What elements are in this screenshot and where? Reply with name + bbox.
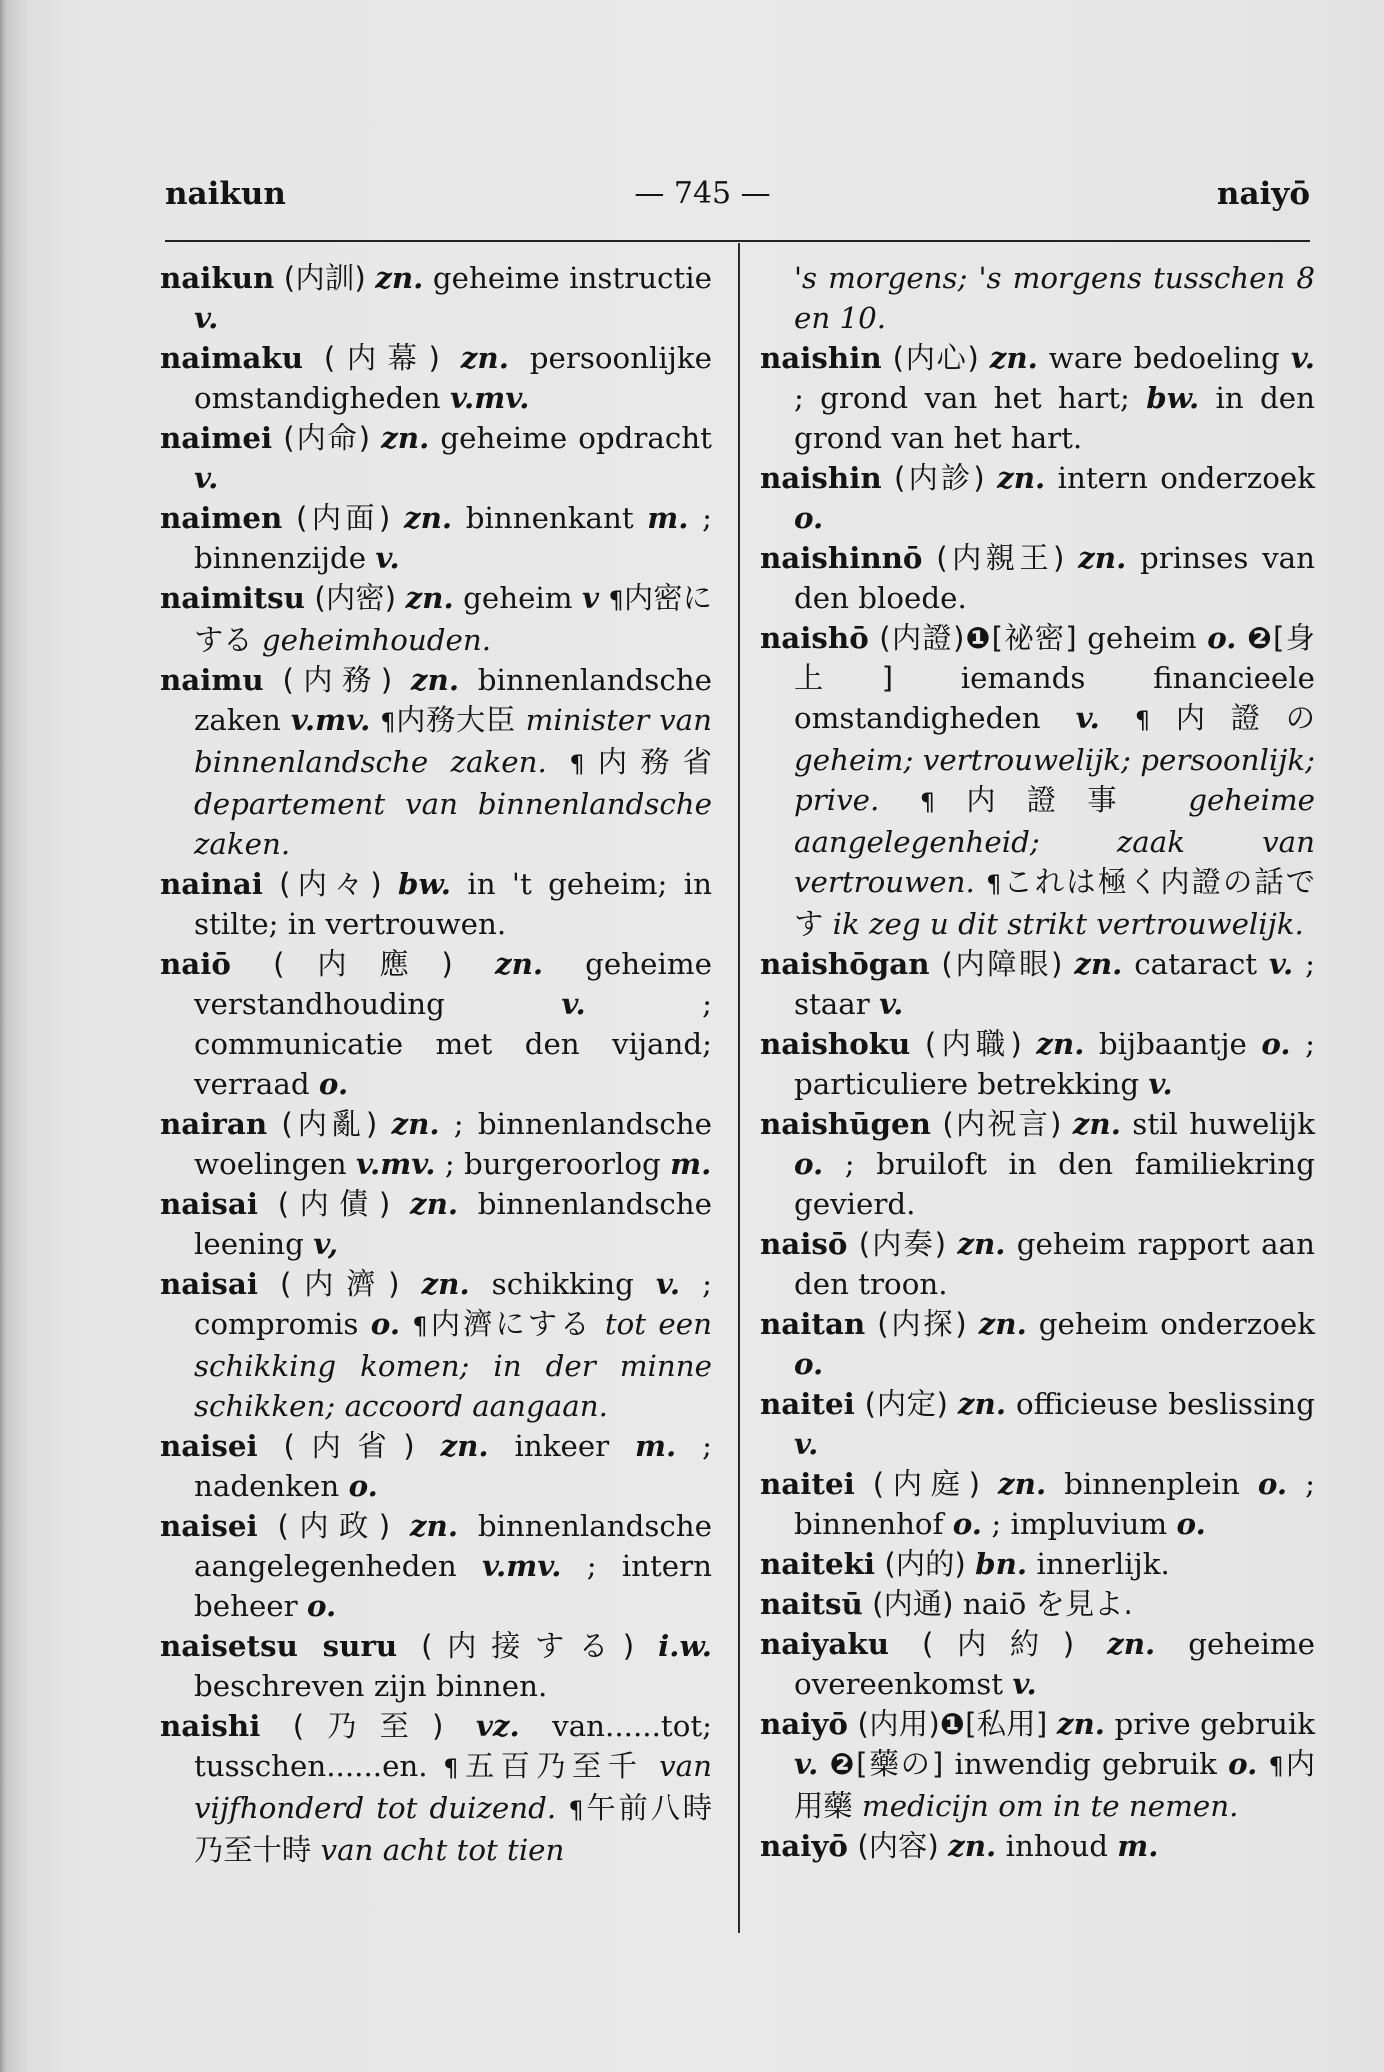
example-japanese: 午前八時乃至十時	[194, 1791, 712, 1867]
headword: naishin	[760, 460, 882, 495]
dictionary-entry	[760, 1584, 1315, 1624]
definition: ; intern beheer	[194, 1549, 712, 1623]
part-of-speech: v,	[313, 1226, 339, 1261]
headword: naishoku	[760, 1026, 911, 1061]
definition: ; grond van het hart;	[794, 381, 1130, 415]
kanji-form: (内務)	[282, 663, 393, 697]
part-of-speech: v.mv.	[449, 380, 530, 415]
part-of-speech: zn.	[997, 460, 1046, 495]
running-header	[165, 172, 1310, 222]
sense-gloss: [身上]	[794, 621, 1315, 695]
part-of-speech: zn.	[989, 340, 1038, 375]
headword: naisetsu suru	[160, 1628, 398, 1663]
definition: geheime opdracht	[440, 421, 712, 455]
definition: in 't geheim; in stilte; in vertrouwen.	[194, 867, 712, 941]
kanji-form: (内探)	[877, 1307, 967, 1341]
part-of-speech: zn.	[948, 1828, 997, 1863]
example-mark: ¶	[443, 1754, 459, 1782]
kanji-form: (内省)	[283, 1429, 415, 1463]
part-of-speech: v.	[375, 540, 400, 575]
dictionary-entry	[760, 458, 1315, 538]
definition: schikking	[491, 1267, 634, 1301]
definition: prinses van den bloede.	[794, 541, 1315, 615]
headword: naishōgan	[760, 946, 930, 981]
headword: naiteki	[760, 1546, 876, 1581]
definition: binnenlandsche aangelegenheden	[194, 1509, 712, 1583]
definition: prive gebruik	[1114, 1707, 1315, 1741]
example-mark: ¶	[568, 1796, 584, 1824]
part-of-speech: m.	[1117, 1828, 1159, 1863]
example-translation: geheimhouden.	[261, 623, 492, 657]
kanji-form: (内的)	[884, 1547, 966, 1581]
part-of-speech: o.	[306, 1588, 337, 1623]
definition: geheime verstandhouding	[194, 947, 712, 1021]
kanji-form: (乃至)	[292, 1709, 444, 1743]
part-of-speech: v.	[1290, 340, 1315, 375]
kanji-form: (内命)	[283, 421, 371, 455]
part-of-speech: o.	[370, 1306, 401, 1341]
kanji-form: (内接する)	[421, 1629, 635, 1663]
dictionary-entry	[160, 660, 712, 864]
headword: naiyō	[760, 1706, 848, 1741]
definition: geheim rapport aan den troon.	[794, 1227, 1315, 1301]
dictionary-entry	[160, 1104, 712, 1184]
headword: naitan	[760, 1306, 866, 1341]
dictionary-entry	[760, 1384, 1315, 1464]
example-translation: geheim; vertrouwelijk; persoonlijk; prive.	[794, 743, 1315, 817]
sense-gloss: [藥の]	[856, 1747, 944, 1781]
headword: naitsū	[760, 1586, 863, 1621]
kanji-form: (内奏)	[858, 1227, 947, 1261]
definition: cataract	[1134, 947, 1258, 981]
part-of-speech: zn.	[1078, 540, 1127, 575]
example-japanese: これは極く内證の話です	[794, 865, 1315, 941]
definition: stil huwelijk	[1132, 1107, 1315, 1141]
definition: ; bruiloft in den familiekring gevierd.	[794, 1147, 1315, 1221]
kanji-form: (内約)	[921, 1627, 1075, 1661]
dictionary-entry	[760, 1544, 1315, 1584]
definition: inhoud	[1005, 1829, 1108, 1863]
part-of-speech: zn.	[405, 580, 454, 615]
headword: naisō	[760, 1226, 848, 1261]
definition: intern onderzoek	[1057, 461, 1315, 495]
definition: ; burgeroorlog	[444, 1147, 661, 1181]
headword: naimei	[160, 420, 273, 455]
headword: naisai	[160, 1266, 259, 1301]
dictionary-entry	[160, 258, 712, 338]
example-japanese: 内濟にする	[427, 1307, 593, 1341]
part-of-speech: zn.	[381, 420, 430, 455]
sense-number: ❷	[1246, 621, 1274, 655]
headword: nainai	[160, 866, 263, 901]
sense-number: ❶	[964, 621, 992, 655]
headword: naiō	[160, 946, 231, 981]
dictionary-entry	[760, 1704, 1315, 1826]
dictionary-entry	[760, 944, 1315, 1024]
kanji-form: (内親王)	[936, 541, 1065, 575]
definition: iemands financieele omstandigheden	[794, 661, 1315, 735]
example-translation: geheime aangelegenheid; zaak van vertrouwen.	[794, 783, 1315, 899]
example-mark: ¶	[1134, 706, 1151, 734]
example-mark: ¶	[1268, 1752, 1284, 1780]
part-of-speech: zn.	[403, 500, 453, 535]
part-of-speech: v.mv.	[355, 1146, 436, 1181]
definition: ware bedoeling	[1048, 341, 1280, 375]
dictionary-entry	[760, 618, 1315, 944]
definition: ; communicatie met den vijand; verraad	[194, 987, 712, 1101]
dictionary-entry	[160, 418, 712, 498]
definition: in den grond van het hart.	[794, 381, 1315, 455]
part-of-speech: v.	[561, 986, 586, 1021]
definition: ; binnenzijde	[194, 501, 712, 575]
part-of-speech: bw.	[398, 866, 452, 901]
headword: naishō	[760, 620, 869, 655]
dictionary-entry	[160, 338, 712, 418]
part-of-speech: zn.	[1072, 1106, 1121, 1141]
example-japanese: 内證の	[1150, 701, 1315, 735]
dictionary-entry	[760, 1304, 1315, 1384]
kanji-form: (内心)	[892, 341, 979, 375]
dictionary-entry	[160, 944, 712, 1104]
dictionary-entry	[160, 1706, 712, 1870]
kanji-form: (内應)	[273, 947, 453, 981]
kanji-form: (内訓)	[283, 261, 366, 295]
part-of-speech: o.	[794, 1346, 824, 1381]
definition: officieuse beslissing	[1015, 1387, 1315, 1421]
kanji-form: (内政)	[277, 1509, 391, 1543]
part-of-speech: zn.	[460, 340, 509, 375]
dictionary-entry	[760, 1464, 1315, 1544]
part-of-speech: zn.	[409, 1508, 459, 1543]
headword: naimitsu	[160, 580, 305, 615]
column-divider	[738, 243, 740, 1933]
part-of-speech: o.	[1176, 1506, 1206, 1541]
part-of-speech: v	[582, 580, 600, 615]
part-of-speech: o.	[1261, 1026, 1291, 1061]
dictionary-entry	[760, 1104, 1315, 1224]
kanji-form: (内亂)	[281, 1107, 378, 1141]
page-number: — 745 —	[634, 176, 771, 211]
part-of-speech: zn.	[1036, 1026, 1085, 1061]
part-of-speech: zn.	[494, 946, 544, 981]
dictionary-entry	[160, 498, 712, 578]
part-of-speech: o.	[1257, 1466, 1288, 1501]
example-mark: ¶	[380, 708, 396, 736]
part-of-speech: v.	[879, 986, 904, 1021]
example-mark: ¶	[608, 586, 624, 614]
example-japanese: 内密にする	[194, 581, 712, 657]
part-of-speech: o.	[794, 500, 824, 535]
definition: geheim	[1087, 621, 1197, 655]
headword: naisai	[160, 1186, 259, 1221]
headword: naishinnō	[760, 540, 923, 575]
part-of-speech: zn.	[410, 662, 460, 697]
definition: binnenlandsche zaken	[194, 663, 712, 737]
definition: innerlijk.	[1036, 1547, 1170, 1581]
headword: naimaku	[160, 340, 303, 375]
definition: ; binnenlandsche woelingen	[194, 1107, 712, 1181]
kanji-form: (内債)	[277, 1187, 391, 1221]
part-of-speech: zn.	[1074, 946, 1123, 981]
definition: ; compromis	[194, 1267, 712, 1341]
example-japanese: 内證事	[935, 783, 1148, 817]
kanji-form: (内々)	[279, 867, 382, 901]
example-japanese: を見よ.	[1035, 1587, 1133, 1621]
dictionary-entry	[760, 1024, 1315, 1104]
part-of-speech: zn.	[375, 260, 424, 295]
part-of-speech: v.mv.	[481, 1548, 562, 1583]
example-mark: ¶	[412, 1312, 428, 1340]
part-of-speech: o.	[952, 1506, 982, 1541]
part-of-speech: zn.	[957, 1226, 1006, 1261]
dictionary-entry	[160, 1426, 712, 1506]
part-of-speech: v.	[194, 460, 219, 495]
part-of-speech: m.	[647, 500, 689, 535]
definition: bijbaantje	[1098, 1027, 1247, 1061]
example-translation: tot een schikking komen; in der minne schikken; accoord aangaan.	[194, 1307, 712, 1423]
definition: geheim	[463, 581, 573, 615]
part-of-speech: i.w.	[658, 1628, 712, 1663]
part-of-speech: zn.	[421, 1266, 470, 1301]
headword: naishin	[760, 340, 882, 375]
part-of-speech: zn.	[1056, 1706, 1105, 1741]
header-rule	[165, 240, 1310, 242]
example-japanese: 内用藥	[794, 1747, 1315, 1823]
part-of-speech: bn.	[975, 1546, 1028, 1581]
left-column	[160, 258, 712, 1870]
dictionary-entry	[160, 1506, 712, 1626]
dictionary-entry	[760, 538, 1315, 618]
definition: inwendig gebruik	[954, 1747, 1217, 1781]
part-of-speech: m.	[635, 1428, 677, 1463]
example-translation: medicijn om in te nemen.	[861, 1789, 1239, 1823]
dictionary-entry	[760, 1224, 1315, 1304]
definition: ; staar	[794, 947, 1315, 1021]
part-of-speech: o.	[348, 1468, 378, 1503]
header-first-headword: naikun	[165, 176, 286, 212]
part-of-speech: v.	[1268, 946, 1294, 981]
part-of-speech: v.	[1075, 700, 1100, 735]
part-of-speech: v.mv.	[290, 702, 371, 737]
part-of-speech: zn.	[440, 1428, 489, 1463]
example-japanese: 内務省	[584, 745, 712, 779]
example-translation: departement van binnenlandsche zaken.	[194, 787, 712, 861]
part-of-speech: v.	[794, 1746, 819, 1781]
definition: persoonlijke omstandigheden	[194, 341, 712, 415]
kanji-form: (内通)	[872, 1587, 954, 1621]
dictionary-entry	[160, 578, 712, 660]
headword: naitei	[760, 1466, 855, 1501]
definition: inkeer	[514, 1429, 610, 1463]
kanji-form: (内障眼)	[941, 947, 1063, 981]
kanji-form: (内庭)	[872, 1467, 981, 1501]
definition: van......tot; tusschen......en.	[194, 1709, 712, 1783]
headword: nairan	[160, 1106, 268, 1141]
definition: geheim onderzoek	[1038, 1307, 1315, 1341]
example-translation: minister van binnenlandsche zaken.	[194, 703, 712, 779]
right-column	[760, 258, 1315, 1866]
part-of-speech: vz.	[475, 1708, 520, 1743]
sense-gloss: [私用]	[965, 1707, 1048, 1741]
continued-text: 's morgens; 's morgens tusschen 8 en 10.	[794, 261, 1315, 335]
header-last-headword: naiyō	[1216, 176, 1310, 212]
part-of-speech: o.	[794, 1146, 824, 1181]
example-mark: ¶	[569, 750, 585, 778]
part-of-speech: o.	[1228, 1746, 1258, 1781]
example-japanese: 五百乃至千	[458, 1749, 644, 1783]
dictionary-entry	[760, 258, 1315, 338]
part-of-speech: v.	[1148, 1066, 1173, 1101]
example-mark: ¶	[919, 788, 936, 816]
part-of-speech: zn.	[957, 1386, 1007, 1421]
headword: naimu	[160, 662, 264, 697]
part-of-speech: v.	[1012, 1666, 1037, 1701]
definition: binnenkant	[465, 501, 634, 535]
kanji-form: (内容)	[857, 1829, 939, 1863]
part-of-speech: zn.	[1107, 1626, 1156, 1661]
definition: ; nadenken	[194, 1429, 712, 1503]
part-of-speech: m.	[670, 1146, 712, 1181]
part-of-speech: bw.	[1146, 380, 1200, 415]
dictionary-entry	[160, 1264, 712, 1426]
definition: beschreven zijn binnen.	[194, 1669, 548, 1703]
dictionary-entry	[760, 1826, 1315, 1866]
kanji-form: (内密)	[314, 581, 397, 615]
headword: naiyō	[760, 1828, 848, 1863]
example-mark: ¶	[986, 870, 1002, 898]
part-of-speech: o.	[1207, 620, 1237, 655]
kanji-form: (内幕)	[323, 341, 440, 375]
definition: ; impluvium	[991, 1507, 1168, 1541]
headword: naishūgen	[760, 1106, 931, 1141]
part-of-speech: zn.	[978, 1306, 1027, 1341]
sense-number: ❶	[939, 1707, 966, 1741]
dictionary-entry	[160, 1626, 712, 1706]
kanji-form: (内面)	[295, 501, 391, 535]
example-translation: van acht tot tien	[320, 1833, 565, 1867]
part-of-speech: v.	[655, 1266, 681, 1301]
example-japanese: 内務大臣	[395, 703, 516, 737]
part-of-speech: v.	[194, 300, 219, 335]
definition: binnenplein	[1064, 1467, 1240, 1501]
part-of-speech: zn.	[409, 1186, 459, 1221]
sense-gloss: [祕密]	[991, 621, 1077, 655]
headword: naishi	[160, 1708, 261, 1743]
definition: naiō	[962, 1587, 1027, 1621]
part-of-speech: zn.	[391, 1106, 440, 1141]
definition: binnenlandsche leening	[194, 1187, 712, 1261]
headword: naisei	[160, 1508, 258, 1543]
kanji-form: (内職)	[924, 1027, 1022, 1061]
kanji-form: (内濟)	[280, 1267, 400, 1301]
dictionary-entry	[160, 864, 712, 944]
part-of-speech: zn.	[998, 1466, 1047, 1501]
part-of-speech: o.	[318, 1066, 349, 1101]
headword: naiyaku	[760, 1626, 890, 1661]
kanji-form: (内定)	[864, 1387, 948, 1421]
part-of-speech: v.	[794, 1426, 819, 1461]
example-translation: ik zeg u dit strikt vertrouwelijk.	[832, 907, 1304, 941]
example-translation: van vijfhonderd tot duizend.	[194, 1749, 712, 1825]
dictionary-entry	[160, 1184, 712, 1264]
headword: naisei	[160, 1428, 258, 1463]
definition: ; particuliere betrekking	[794, 1027, 1315, 1101]
dictionary-entry	[760, 338, 1315, 458]
definition: ; binnenhof	[794, 1467, 1315, 1541]
kanji-form: (内祝言)	[942, 1107, 1062, 1141]
kanji-form: (内用)	[857, 1707, 940, 1741]
definition: geheime instructie	[432, 261, 712, 295]
kanji-form: (内診)	[894, 461, 985, 495]
definition: geheime overeenkomst	[794, 1627, 1315, 1701]
sense-number: ❷	[829, 1747, 857, 1781]
dictionary-entry	[760, 1624, 1315, 1704]
headword: naimen	[160, 500, 283, 535]
headword: naitei	[760, 1386, 855, 1421]
headword: naikun	[160, 260, 275, 295]
kanji-form: (内證)	[879, 621, 965, 655]
